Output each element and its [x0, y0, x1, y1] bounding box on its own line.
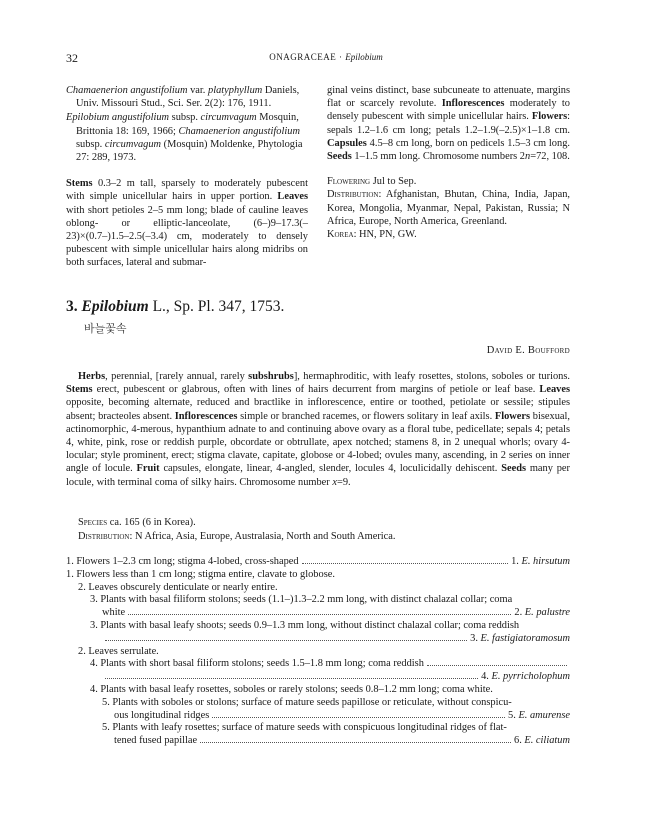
- key-lead-5a: [66, 697, 570, 723]
- synonym-2b-citation: (Mosquin) Moldenke, Phytologia 27: 289, 1973.: [76, 138, 303, 164]
- species-label: Species: [78, 517, 108, 528]
- running-head-separator: ·: [336, 52, 346, 62]
- flowering-text: Jul to Sep.: [370, 176, 417, 188]
- leader-dots: [427, 665, 567, 666]
- korea-label: Korea: [327, 229, 354, 241]
- key-result-number: 4.: [481, 671, 492, 683]
- leader-dots: [212, 717, 505, 718]
- chromosome-text: =72, 108.: [530, 151, 570, 163]
- key-text: 5. Plants with soboles or stolons; surface of mature seeds papillose or reticulate, without conspicu-: [102, 696, 512, 708]
- korea-line: [327, 228, 570, 241]
- korean-name: 바늘꽃속: [84, 322, 127, 335]
- leader-dots: [105, 678, 478, 679]
- species-text: ca. 165 (6 in Korea).: [107, 517, 196, 528]
- key-lead-5b: [66, 722, 570, 748]
- key-text: 3. Plants with basal filiform stolons; seeds (1.1–)1.3–2.2 mm long, with distinct chalazal collar; coma: [90, 594, 513, 606]
- desc-seeds-label: Seeds: [501, 463, 527, 475]
- key-text: 3. Plants with basal leafy shoots; seeds 0.9–1.3 mm long, without distinct chalazal collar; coma reddish: [90, 619, 520, 631]
- running-head: [0, 52, 652, 62]
- subshrubs-label: subshrubs: [248, 371, 294, 382]
- veins-text: ginal veins distinct, base subcuneate to attenuate, margins flat or scarcely revolute.: [327, 85, 570, 110]
- key-result-number: 6.: [514, 735, 525, 747]
- key-text-cont: white: [102, 607, 126, 619]
- desc-text-7: capsules, elongate, linear, 4-angled, slender, locules 4, loculicidally dehiscent.: [159, 463, 502, 475]
- desc-text-3: erect, pubescent or glabrous, often with lines of hairs decurrent from margins of petiole or leaf base.: [92, 384, 540, 396]
- genus-number: 3.: [66, 298, 82, 315]
- running-head-family: ONAGRACEAE: [269, 52, 337, 62]
- key-lead-3a: [66, 594, 570, 620]
- desc-text-9: =9.: [336, 476, 351, 488]
- species-description-part1: [66, 177, 308, 269]
- synonym-1-rank: var.: [187, 85, 209, 96]
- stems-text: 0.3–2 m tall, sparsely to moderately pubescent with simple unicellular hairs in upper portion.: [66, 178, 308, 203]
- chromosome-n: n: [525, 151, 531, 163]
- synonym-2-subsp: circumvagum: [200, 112, 257, 124]
- key-result-number: 2.: [514, 607, 525, 619]
- key-lead-2b: [66, 646, 570, 659]
- right-column: [327, 84, 570, 241]
- species-description-part2: [327, 84, 570, 163]
- genus-distribution-line: [66, 530, 570, 544]
- key-text: 1. Flowers 1–2.3 cm long; stigma 4-lobed, cross-shaped: [66, 556, 299, 567]
- synonym-2-citation: Mosquin, Brittonia 18: 169, 1966;: [76, 112, 299, 137]
- synonym-2b-subsp: circumvagum: [104, 138, 162, 150]
- synonym-1-citation: Daniels, Univ. Missouri Stud., Sci. Ser. 2(2): 176, 1911.: [76, 85, 300, 110]
- inflorescences-label: Inflorescences: [441, 98, 505, 110]
- key-result-species: E. amurense: [518, 709, 570, 721]
- author-name: David E. Boufford: [486, 345, 570, 356]
- distribution-line: [327, 188, 570, 228]
- desc-text-1: , perennial, [rarely annual, rarely: [105, 371, 249, 382]
- left-column: [66, 84, 308, 270]
- key-lead-1a: [66, 556, 570, 569]
- desc-inflorescences-label: Inflorescences: [174, 410, 238, 422]
- genus-description-paragraph: [66, 370, 570, 489]
- genus-description: [66, 370, 570, 489]
- desc-text-8: many per locule, with terminal coma of silky hairs. Chromosome number: [66, 463, 570, 488]
- leaves-text: with short petioles 2–5 mm long; blade of cauline leaves oblong- or elliptic-lanceolate, (6–)9–17.3(–23)×(0.7–)1.5–2.5(–3.4) cm, moderately to densely pubescent with simple unicellular hairs along midribs on both surfaces, lateral and submar-: [66, 204, 308, 269]
- desc-text-6: bisexual, actinomorphic, 4-merous, hypanthium adnate to and continuing above ovary as a floral tube, pedicellate; sepals 4; petals 4, white, pink, rose or reddish purple, obcordate or obtrullate, apex notched; stamens 8, in 2 unequal whorls; ovary 4-locular; style prominent, erect; stigma clavate, capitate, globose or 4-lobed; ovules many, ascending, in 2 series on inner angle of locule.: [66, 410, 570, 475]
- key-result-species: E. palustre: [524, 607, 570, 619]
- key-result-species: E. fastigiatoramosum: [480, 632, 570, 644]
- seeds-text: 1–1.5 mm long. Chromosome numbers 2: [351, 151, 525, 163]
- synonym-1-var: platyphyllum: [208, 85, 263, 96]
- key-result-species: E. pyrricholophum: [491, 671, 570, 683]
- leader-dots: [200, 742, 511, 743]
- synonym-2b-rank: subsp.: [76, 138, 105, 150]
- seeds-label: Seeds: [327, 151, 352, 163]
- leader-dots: [105, 640, 467, 641]
- desc-text-5: simple or branched racemes, or flowers solitary in leaf axils.: [237, 410, 495, 422]
- key-result-species: E. ciliatum: [524, 735, 570, 747]
- synonym-1: [66, 84, 308, 110]
- synonym-1-name: Chamaenerion angustifolium: [66, 85, 188, 96]
- key-text-cont: ous longitudinal ridges: [114, 709, 210, 721]
- key-lead-1b: [66, 569, 570, 582]
- key-text: 4. Plants with short basal filiform stolons; seeds 1.5–1.8 mm long; coma reddish: [90, 658, 424, 670]
- chromosome-x: x: [332, 476, 337, 488]
- desc-leaves-label: Leaves: [539, 384, 570, 396]
- key-result-number: 1.: [511, 556, 522, 567]
- key-result-species: E. hirsutum: [521, 556, 570, 567]
- key-lead-4b: [66, 684, 570, 697]
- korea-text: : HN, PN, GW.: [353, 229, 417, 241]
- key-lead-2a: [66, 582, 570, 595]
- flowering-label: Flowering: [327, 176, 371, 188]
- synonym-2b-name: Chamaenerion angustifolium: [178, 125, 300, 137]
- distribution-label: Distribution: [327, 189, 379, 201]
- running-head-genus: Epilobium: [345, 52, 383, 62]
- desc-fruit-label: Fruit: [136, 463, 160, 475]
- genus-citation: L., Sp. Pl. 347, 1753.: [148, 298, 285, 315]
- flowering-line: [327, 175, 570, 188]
- leader-dots: [302, 563, 509, 564]
- synonym-2-name: Epilobium angustifolium: [66, 112, 170, 124]
- key-lead-4a: [66, 658, 570, 684]
- key-text: 5. Plants with leafy rosettes; surface of mature seeds with conspicuous longitudinal ridges of flat-: [102, 722, 507, 734]
- flowers-text: : sepals 1.2–1.6 cm long; petals 1.2–1.9(–2.5)×1–1.8 cm.: [327, 111, 570, 136]
- desc-text-2: ], hermaphroditic, with leafy rosettes, stolons, soboles or turions.: [293, 371, 570, 382]
- genus-heading: [66, 298, 284, 316]
- key-text: 1. Flowers less than 1 cm long; stigma entire, clavate to globose.: [66, 568, 335, 580]
- key-result-number: 3.: [470, 632, 481, 644]
- synonym-2: [66, 111, 308, 164]
- inflorescences-text: moderately to densely pubescent with simple unicellular hairs.: [327, 98, 570, 123]
- flowers-label: Flowers: [531, 111, 568, 123]
- key-text: 2. Leaves obscurely denticulate or nearly entire.: [78, 581, 278, 593]
- page-number: 32: [66, 51, 78, 65]
- capsules-text: 4.5–8 cm long, born on pedicels 1.5–3 cm long.: [366, 137, 570, 149]
- species-count-line: [66, 516, 570, 530]
- leader-dots: [128, 614, 511, 615]
- distribution-text: : Afghanistan, Bhutan, China, India, Japan, Korea, Mongolia, Myanmar, Nepal, Pakistan, Russia; N Africa, Europe, North America, Greenland.: [327, 189, 570, 227]
- key-text-cont: tened fused papillae: [114, 735, 198, 747]
- key-lead-3b: [66, 620, 570, 646]
- genus-distribution-text: : N Africa, Asia, Europe, Australasia, North and South America.: [129, 530, 396, 542]
- desc-text-4: opposite, becoming alternate, reduced and bractlike in inflorescence, entire or toothed, petiolate or sessile; stipules absent; bracteoles absent.: [66, 397, 570, 422]
- key-text: 4. Plants with basal leafy rosettes, soboles or rarely stolons; seeds 0.8–1.2 mm long; coma white.: [90, 683, 493, 695]
- key-result-number: 5.: [508, 709, 519, 721]
- stems-label: Stems: [66, 178, 93, 190]
- identification-key: [66, 556, 570, 748]
- genus-distribution-label: Distribution: [78, 530, 130, 542]
- leaves-label: Leaves: [277, 191, 308, 203]
- herbs-label: Herbs: [78, 371, 106, 382]
- key-text: 2. Leaves serrulate.: [78, 645, 159, 657]
- genus-name: Epilobium: [81, 298, 149, 315]
- genus-summary: [66, 516, 570, 543]
- desc-flowers-label: Flowers: [494, 410, 531, 422]
- synonym-2-rank: subsp.: [169, 112, 201, 124]
- desc-stems-label: Stems: [66, 384, 93, 396]
- capsules-label: Capsules: [327, 137, 367, 149]
